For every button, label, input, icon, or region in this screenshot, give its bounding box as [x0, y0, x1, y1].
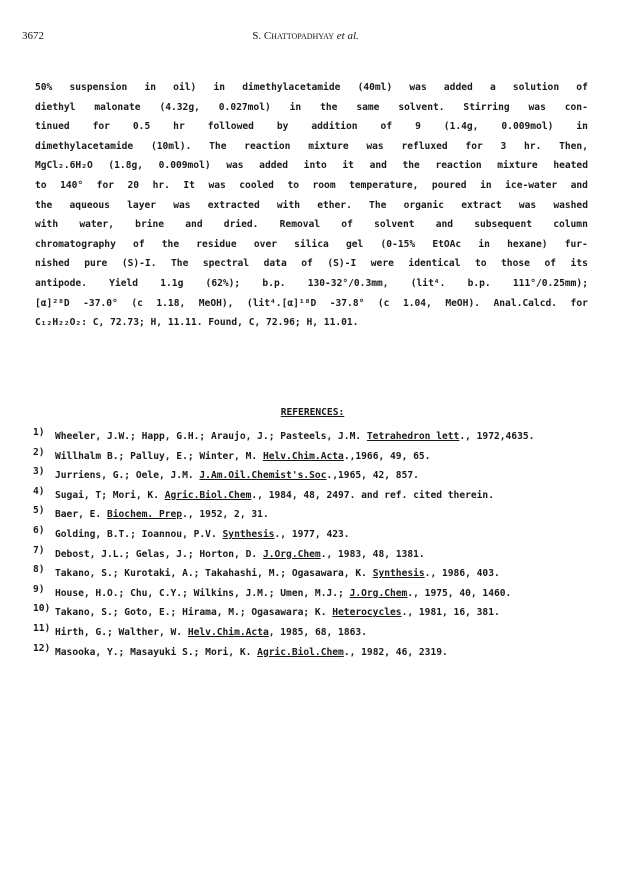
reference-authors: House, H.O.; Chu, C.Y.; Wilkins, J.M.; Umen, M.J.;	[55, 587, 350, 599]
reference-citation: ., 1952, 2, 31.	[182, 509, 269, 521]
reference-citation: ., 1983, 48, 1381.	[320, 548, 425, 560]
body-line: dimethylacetamide (10ml). The reaction mixture was refluxed for 3 hr. Then,	[35, 140, 588, 152]
reference-item	[35, 525, 595, 545]
reference-number: 5)	[33, 505, 45, 517]
references-heading-text: REFERENCES:	[280, 407, 345, 418]
reference-text	[55, 427, 595, 447]
reference-journal: Helv.Chim.Acta	[187, 626, 269, 638]
reference-number: 9)	[33, 583, 45, 595]
reference-number: 2)	[33, 446, 45, 458]
reference-number: 1)	[33, 427, 45, 438]
reference-authors: Wheeler, J.W.; Happ, G.H.; Araujo, J.; Pasteels, J.M.	[55, 431, 367, 442]
reference-citation: ., 1984, 48, 2497. and ref. cited therein.	[251, 489, 494, 501]
page-number: 3672	[22, 30, 44, 42]
running-head	[22, 30, 589, 42]
reference-text	[55, 466, 595, 486]
reference-journal: Synthesis	[222, 528, 275, 540]
reference-journal: Agric.Biol.Chem	[257, 646, 344, 658]
body-line: to 140° for 20 hr. It was cooled to room temperature, poured in ice-water and	[35, 179, 588, 191]
reference-text	[55, 447, 595, 467]
reference-number: 7)	[33, 544, 45, 556]
reference-authors: Golding, B.T.; Ioannou, P.V.	[55, 528, 223, 540]
reference-journal: Agric.Biol.Chem	[164, 489, 252, 501]
reference-citation: ., 1975, 40, 1460.	[407, 587, 512, 599]
reference-item	[35, 603, 595, 623]
reference-citation: ., 1981, 16, 381.	[401, 607, 500, 619]
reference-number: 8)	[33, 564, 45, 576]
reference-journal: Tetrahedron lett	[366, 431, 460, 442]
reference-citation: .,1966, 49, 65.	[343, 450, 431, 462]
reference-text	[55, 505, 595, 525]
reference-text	[55, 643, 595, 663]
reference-text	[55, 564, 595, 584]
body-line: antipode. Yield 1.1g (62%); b.p. 130-32°/0.3mm, (lit⁴. b.p. 111°/0.25mm);	[35, 277, 588, 289]
reference-citation: ., 1977, 423.	[274, 528, 350, 540]
body-line: with water, brine and dried. Removal of solvent and subsequent column	[35, 219, 588, 231]
body-line: the aqueous layer was extracted with ether. The organic extract was washed	[35, 199, 588, 211]
reference-number: 12)	[33, 642, 51, 654]
reference-item	[35, 623, 595, 643]
reference-number: 10)	[33, 603, 51, 615]
reference-text	[55, 525, 595, 545]
author-name: S. Chattopadhyay	[252, 30, 335, 42]
body-line: MgCl₂.6H₂O (1.8g, 0.009mol) was added into it and the reaction mixture heated	[35, 160, 588, 172]
reference-item	[35, 643, 595, 663]
reference-authors: Baer, E.	[55, 509, 107, 521]
reference-authors: Sugai, T; Mori, K.	[55, 489, 165, 501]
body-line: nished pure (S)-I. The spectral data of (S)-I were identical to those of its	[35, 258, 588, 270]
reference-citation: , 1985, 68, 1863.	[268, 626, 367, 638]
reference-number: 3)	[33, 466, 45, 478]
reference-list	[35, 427, 595, 662]
reference-citation: .,1965, 42, 857.	[326, 470, 419, 482]
reference-authors: Jurriens, G.; Oele, J.M.	[55, 470, 200, 482]
reference-authors: Debost, J.L.; Gelas, J.; Horton, D.	[55, 548, 263, 560]
reference-item	[35, 584, 595, 604]
reference-text	[55, 486, 595, 506]
body-line: [α]²⁸D -37.0° (c 1.18, MeOH), (lit⁴.[α]¹⁸D -37.8° (c 1.04, MeOH). Anal.Calcd. for	[35, 297, 588, 309]
reference-journal: J.Org.Chem	[349, 587, 408, 599]
reference-citation: ., 1986, 403.	[424, 568, 500, 580]
body-line: diethyl malonate (4.32g, 0.027mol) in the same solvent. Stirring was con-	[35, 101, 588, 113]
reference-authors: Masooka, Y.; Masayuki S.; Mori, K.	[55, 646, 258, 658]
reference-journal: J.Org.Chem	[262, 548, 321, 560]
reference-number: 11)	[33, 622, 51, 634]
reference-text	[55, 623, 595, 643]
reference-journal: Synthesis	[372, 568, 425, 580]
reference-citation: ., 1982, 46, 2319.	[343, 646, 448, 658]
reference-text	[55, 584, 595, 604]
reference-item	[35, 486, 595, 506]
reference-item	[35, 564, 595, 584]
reference-text	[55, 545, 595, 565]
body-line: tinued for 0.5 hr followed by addition of 9 (1.4g, 0.009mol) in	[35, 121, 588, 133]
reference-authors: Willhalm B.; Palluy, E.; Winter, M.	[55, 450, 263, 462]
reference-authors: Takano, S.; Goto, E.; Hirama, M.; Ogasawara; K.	[55, 607, 333, 619]
page-header	[22, 30, 589, 48]
body-line: 50% suspension in oil) in dimethylacetamide (40ml) was added a solution of	[35, 82, 588, 93]
reference-journal: Biochem. Prep	[106, 509, 183, 521]
reference-item	[35, 545, 595, 565]
reference-journal: J.Am.Oil.Chemist's.Soc	[199, 470, 327, 482]
body-line: C₁₂H₂₂O₂: C, 72.73; H, 11.11. Found, C, 72.96; H, 11.01.	[35, 317, 359, 329]
reference-authors: Hirth, G.; Walther, W.	[55, 626, 188, 638]
references-heading	[0, 407, 625, 418]
author-etal: et al.	[336, 30, 359, 42]
reference-item	[35, 466, 595, 486]
reference-item	[35, 505, 595, 525]
reference-number: 4)	[33, 485, 45, 497]
body-line: chromatography of the residue over silica gel (0-15% EtOAc in hexane) fur-	[35, 238, 588, 250]
reference-item	[35, 447, 595, 467]
reference-journal: Heterocycles	[332, 607, 402, 619]
reference-citation: ., 1972,4635.	[459, 431, 535, 442]
reference-text	[55, 603, 595, 623]
reference-journal: Helv.Chim.Acta	[262, 450, 344, 462]
experimental-text	[35, 78, 588, 333]
reference-authors: Takano, S.; Kurotaki, A.; Takahashi, M.; Ogasawara, K.	[55, 568, 373, 580]
reference-item	[35, 427, 595, 447]
reference-number: 6)	[33, 524, 45, 536]
